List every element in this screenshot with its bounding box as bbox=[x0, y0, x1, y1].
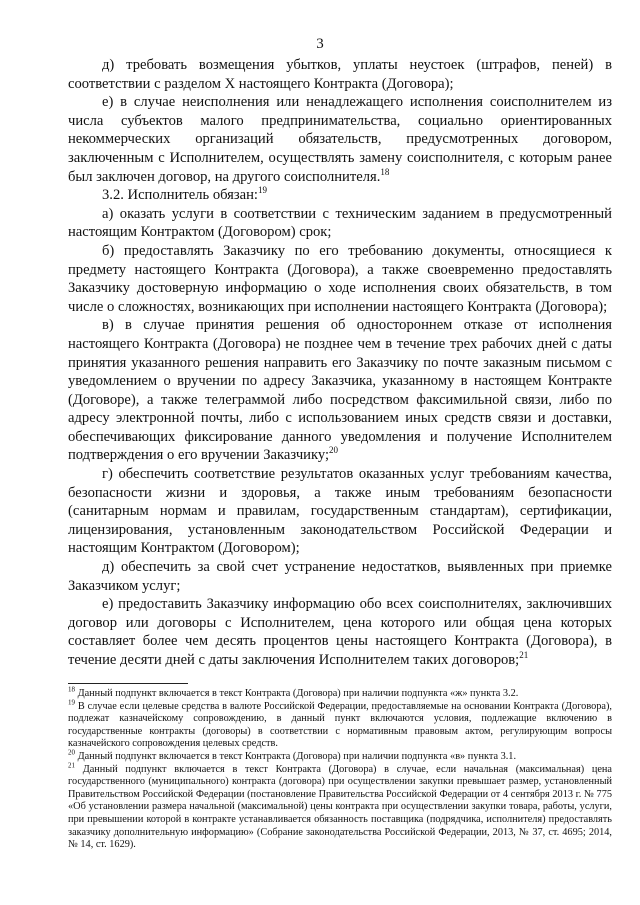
paragraph-text: 3.2. Исполнитель обязан: bbox=[102, 187, 258, 204]
paragraph-text: б) предоставлять Заказчику по его требованию документы, относящиеся к предмету настоящего Контракта (Договора), а также своевременно предоставлять Заказчику достоверную информацию о ходе исполнения своих обязательств, в том числе о сложностях, возникающих при исполнении настоящего Контракта (Договора); bbox=[68, 242, 612, 315]
page-number: 3 bbox=[316, 36, 324, 52]
footnote-number: 19 bbox=[68, 698, 75, 707]
footnote-number: 18 bbox=[68, 685, 75, 694]
footnote-text: Данный подпункт включается в текст Контракта (Договора) при наличии подпункта «в» пункта 3.1. bbox=[77, 750, 517, 762]
paragraph-b-provide-documents bbox=[68, 242, 612, 316]
paragraph-text: г) обеспечить соответствие результатов оказанных услуг требованиям качества, безопасности жизни и здоровья, а также иным требованиям безопасности (санитарным нормам и правилам, государственным стандартам), сертификации, лицензирования, установленным законодательством Российской Федерации и настоящим Контрактом (Договором); bbox=[68, 466, 612, 557]
paragraph-a-provide-services bbox=[68, 205, 612, 242]
footnote-20 bbox=[68, 748, 612, 764]
footnote-ref: 21 bbox=[519, 650, 529, 661]
footnote-number: 21 bbox=[68, 761, 75, 770]
footnote-text: Данный подпункт включается в текст Контракта (Договора) при наличии подпункта «ж» пункта 3.2. bbox=[77, 688, 519, 699]
paragraph-text: д) требовать возмещения убытков, уплаты неустоек (штрафов, пеней) в соответствии с разделом X настоящего Контракта (Договора); bbox=[68, 57, 612, 92]
footnote-ref: 19 bbox=[258, 185, 267, 196]
paragraph-text: е) предоставить Заказчику информацию обо всех соисполнителях, заключивших договор или договоры с Исполнителем, цена которого или общая цена которых составляет более чем десять процентов цены настоящего Контракта (Договора), в течение десяти дней с даты заключения Исполнителем таких договоров; bbox=[68, 596, 612, 668]
footnote-number: 20 bbox=[68, 748, 75, 757]
footnotes bbox=[68, 685, 612, 852]
paragraph-d-defects bbox=[68, 558, 612, 595]
footnote-ref: 20 bbox=[329, 445, 339, 456]
paragraph-v-unilateral-refusal bbox=[68, 316, 612, 465]
paragraph-d-claims bbox=[68, 56, 612, 93]
footnote-19 bbox=[68, 698, 612, 751]
paragraph-text: д) обеспечить за свой счет устранение недостатков, выявленных при приемке Заказчиком услуг; bbox=[68, 559, 612, 594]
footnote-text: В случае если целевые средства в валюте Российской Федерации, предоставляемые на основании Контракта (Договора), подлежат казначейскому сопровождению, в данный пункт включаются условия, подлежащие включению в государственные контракты (договоры) в соответствии с нормативным правовым актом, регулирующим вопросы казначейского сопровождения целевых средств. bbox=[68, 700, 612, 750]
paragraph-text: в) в случае принятия решения об одностороннем отказе от исполнения настоящего Контракта (Договора) не позднее чем в течение трех рабочих дней с даты принятия указанного решения направить его Заказчику по почте заказным письмом с уведомлением о вручении по адресу Заказчика, указанному в настоящем Контракте (Договоре), а также телеграммой либо посредством факсимильной связи, либо по адресу электронной почты, либо с использованием иных средств связи и доставки, обеспечивающих фиксирование данного уведомления и получение Исполнителем подтверждения о его вручении Заказчику; bbox=[68, 317, 612, 464]
footnote-ref: 18 bbox=[380, 166, 390, 177]
footnote-21 bbox=[68, 761, 612, 852]
paragraph-text: а) оказать услуги в соответствии с техническим заданием в предусмотренный настоящим Контрактом (Договором) срок; bbox=[68, 205, 612, 241]
paragraph-e-replace-subcontractor bbox=[68, 93, 612, 186]
footnote-separator bbox=[68, 683, 188, 684]
paragraph-e-subcontractor-info bbox=[68, 595, 612, 669]
main-text bbox=[68, 56, 612, 670]
paragraph-g-quality-compliance bbox=[68, 465, 612, 558]
paragraph-text: е) в случае неисполнения или ненадлежащего исполнения соисполнителем из числа субъектов малого предпринимательства, социально ориентированных некоммерческих организаций обязательств, предусмотренных договором, заключенным с Исполнителем, осуществлять замену соисполнителя, с которым ранее был заключен договор, на другого соисполнителя. bbox=[68, 94, 612, 185]
footnote-18 bbox=[68, 685, 612, 701]
footnote-text: Данный подпункт включается в текст Контракта (Договора) в случае, если начальная (максимальная) цена государственного (муниципального) контракта (договора) при осуществлении закупки превышает размер, установленный Правительством Российской Федерации (постановление Правительства Российской Федерации от 4 сентября 2013 г. № 775 «Об установлении размера начальной (максимальной) цены контракта при осуществлении закупки товара, работы, услуги, при превышении которой в контракте устанавливается обязанность поставщика (подрядчика, исполнителя) предоставлять заказчику дополнительную информацию» (Собрание законодательства Российской Федерации, 2013, № 37, ст. 4695; 2014, № 14, ст. 1629). bbox=[68, 763, 612, 851]
section-3-2-heading bbox=[68, 186, 612, 205]
